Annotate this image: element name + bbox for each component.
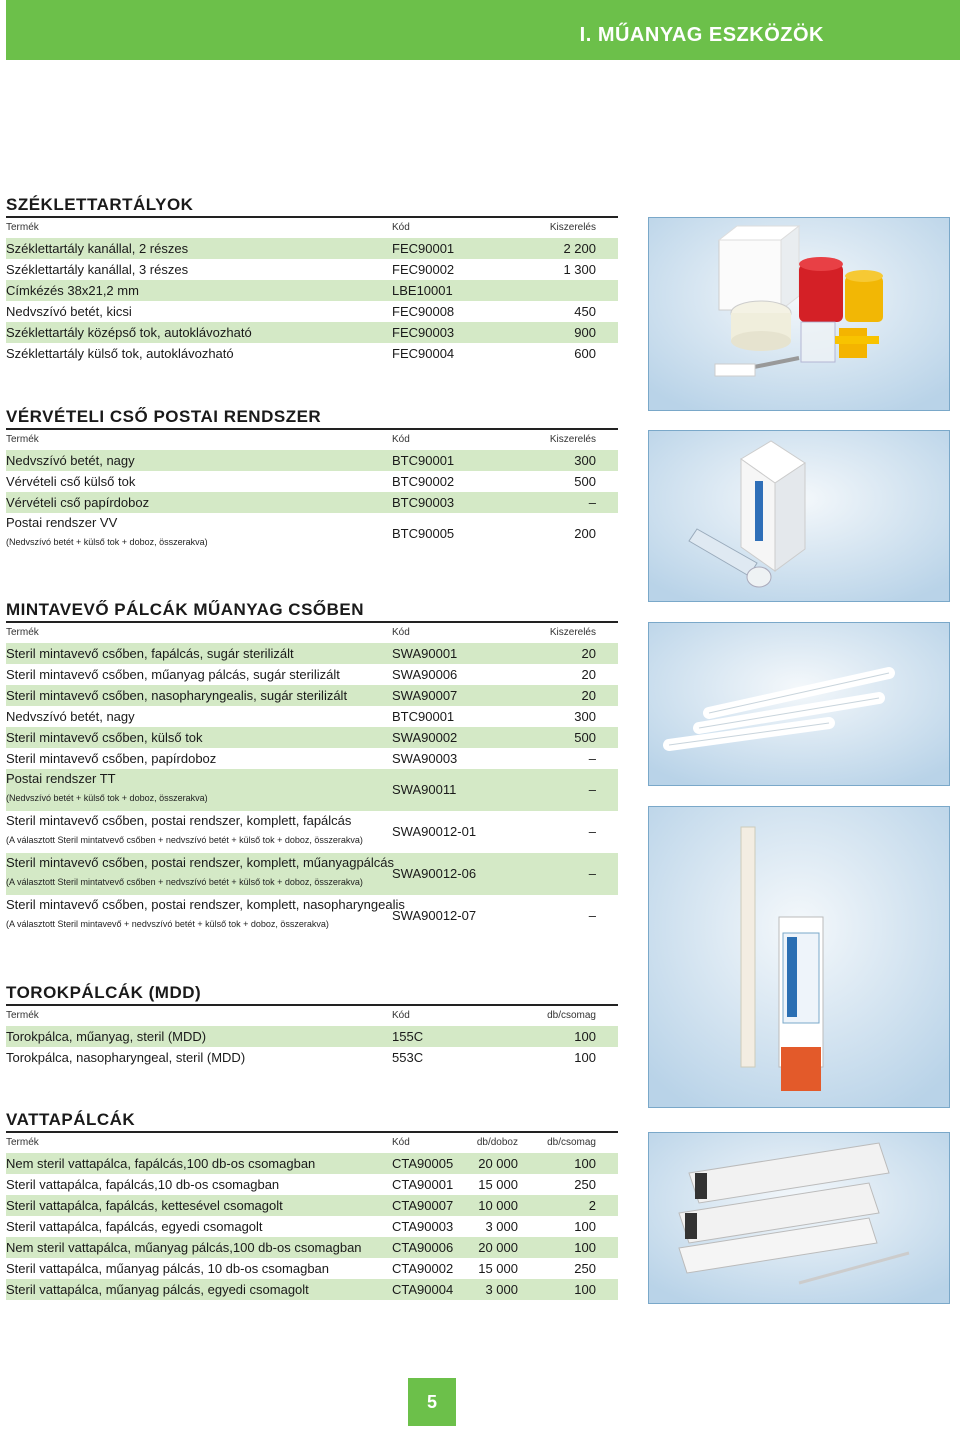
product-qty: 250 [574, 1177, 596, 1192]
section-blood-tube-postal [6, 406, 618, 555]
table-row [6, 238, 618, 259]
table-row [6, 1258, 618, 1279]
product-note: (Nedvszívó betét + külső tok + doboz, összerakva) [6, 537, 208, 547]
col-code: Kód [392, 1137, 410, 1148]
col-code: Kód [392, 222, 410, 233]
product-code: FEC90003 [392, 325, 455, 340]
table-row [6, 664, 618, 685]
page-number: 5 [408, 1378, 456, 1426]
product-code: CTA90002 [392, 1261, 454, 1276]
product-name: Széklettartály középső tok, autoklávozható [6, 325, 252, 340]
table-row [6, 1195, 618, 1216]
product-name: Postai rendszer TT [6, 771, 116, 786]
product-code: BTC90003 [392, 495, 455, 510]
product-name: Steril mintavevő csőben, papírdoboz [6, 751, 217, 766]
col-qty: Kiszerelés [549, 222, 596, 233]
product-name: Széklettartály külső tok, autoklávozható [6, 346, 234, 361]
throat-swab-illustration [649, 807, 949, 1107]
product-qty: 1 300 [563, 262, 596, 277]
product-qty: – [588, 824, 596, 839]
product-qty-box: 20 000 [478, 1156, 518, 1171]
header-title: I. MŰANYAG ESZKÖZÖK [579, 24, 824, 46]
product-qty: 100 [574, 1240, 596, 1255]
product-qty-box: 15 000 [478, 1177, 518, 1192]
product-code: BTC90001 [392, 709, 455, 724]
table-row [6, 727, 618, 748]
product-code: 553C [392, 1050, 424, 1065]
product-name: Steril mintavevő csőben, postai rendszer, komplett, műanyagpálcás [6, 855, 395, 870]
cotton-swabs-illustration [649, 1133, 949, 1303]
product-code: SWA90007 [392, 688, 458, 703]
table-row [6, 748, 618, 769]
column-headers [6, 1006, 618, 1026]
product-note: (Nedvszívó betét + külső tok + doboz, összerakva) [6, 793, 208, 803]
product-code: CTA90001 [392, 1177, 454, 1192]
table-row [6, 450, 618, 471]
col-qty-pack: db/csomag [547, 1137, 596, 1148]
section-title: MINTAVEVŐ PÁLCÁK MŰANYAG CSŐBEN [6, 599, 618, 623]
product-code: SWA90012-01 [392, 824, 477, 839]
product-qty: 250 [574, 1261, 596, 1276]
table-row [6, 853, 618, 895]
throat-swab-photo [648, 806, 950, 1108]
product-name: Steril vattapálca, fapálcás, kettesével csomagolt [6, 1198, 283, 1213]
product-qty: 100 [574, 1219, 596, 1234]
table-row [6, 706, 618, 727]
col-product: Termék [6, 1137, 39, 1148]
table-row [6, 685, 618, 706]
product-name: Postai rendszer VV [6, 515, 118, 530]
table-row [6, 811, 618, 853]
product-name: Címkézés 38x21,2 mm [6, 283, 139, 298]
product-name: Nedvszívó betét, nagy [6, 453, 135, 468]
page-header [6, 0, 960, 60]
product-qty: 100 [574, 1029, 596, 1044]
col-product: Termék [6, 627, 39, 638]
product-qty: 100 [574, 1050, 596, 1065]
section-swabs-in-tube [6, 599, 618, 937]
product-name: Vérvételi cső külső tok [6, 474, 136, 489]
product-code: CTA90005 [392, 1156, 454, 1171]
product-code: SWA90011 [392, 782, 457, 797]
table-row [6, 492, 618, 513]
column-headers [6, 1133, 618, 1153]
section-throat-swabs [6, 982, 618, 1068]
product-code: SWA90012-07 [392, 908, 477, 923]
product-code: BTC90005 [392, 526, 455, 541]
section-title: VÉRVÉTELI CSŐ POSTAI RENDSZER [6, 406, 618, 430]
product-qty: 200 [574, 526, 596, 541]
product-code: SWA90001 [392, 646, 458, 661]
product-code: FEC90004 [392, 346, 455, 361]
table-row [6, 1279, 618, 1300]
col-qty: Kiszerelés [549, 434, 596, 445]
col-qty: db/csomag [547, 1010, 596, 1021]
column-headers [6, 623, 618, 643]
product-qty: 450 [574, 304, 596, 319]
product-name: Steril mintavevő csőben, postai rendszer, komplett, nasopharyngealis [6, 897, 405, 912]
product-qty-box: 10 000 [478, 1198, 518, 1213]
product-code: CTA90003 [392, 1219, 454, 1234]
product-note: (A választott Steril mintatvevő csőben + nedvszívó betét + külső tok + doboz, összerakva) [6, 877, 363, 887]
product-qty-box: 3 000 [485, 1282, 518, 1297]
table-row [6, 769, 618, 811]
col-code: Kód [392, 627, 410, 638]
table-row [6, 1153, 618, 1174]
product-qty-box: 3 000 [485, 1219, 518, 1234]
product-note: (A választott Steril mintavevő + nedvszívó betét + külső tok + doboz, összerakva) [6, 919, 329, 929]
table-row [6, 895, 618, 937]
table-row [6, 1237, 618, 1258]
product-qty: 300 [574, 709, 596, 724]
product-qty: 20 [581, 667, 596, 682]
product-code: SWA90006 [392, 667, 458, 682]
product-code: CTA90004 [392, 1282, 454, 1297]
product-name: Nem steril vattapálca, fapálcás,100 db-os csomagban [6, 1156, 316, 1171]
product-code: CTA90007 [392, 1198, 454, 1213]
blood-tube-postal-photo [648, 430, 950, 602]
product-name: Steril vattapálca, fapálcás,10 db-os csomagban [6, 1177, 280, 1192]
table-row [6, 1047, 618, 1068]
product-qty: 20 [581, 646, 596, 661]
product-name: Nedvszívó betét, nagy [6, 709, 135, 724]
stool-containers-photo [648, 217, 950, 411]
section-stool-containers [6, 194, 618, 364]
product-code: SWA90012-06 [392, 866, 477, 881]
section-title: SZÉKLETTARTÁLYOK [6, 194, 618, 218]
col-code: Kód [392, 1010, 410, 1021]
product-name: Steril mintavevő csőben, külső tok [6, 730, 203, 745]
table-row [6, 471, 618, 492]
product-qty: – [588, 782, 596, 797]
table-row [6, 513, 618, 555]
product-qty: 2 200 [563, 241, 596, 256]
product-name: Torokpálca, műanyag, steril (MDD) [6, 1029, 207, 1044]
product-code: 155C [392, 1029, 424, 1044]
column-headers [6, 430, 618, 450]
swab-tubes-photo [648, 622, 950, 786]
column-headers [6, 218, 618, 238]
table-row [6, 1026, 618, 1047]
product-qty: 100 [574, 1156, 596, 1171]
product-qty: 20 [581, 688, 596, 703]
product-qty: 300 [574, 453, 596, 468]
product-name: Széklettartály kanállal, 2 részes [6, 241, 189, 256]
product-note: (A választott Steril mintatvevő csőben + nedvszívó betét + külső tok + doboz, összerakva) [6, 835, 363, 845]
product-name: Steril vattapálca, műanyag pálcás, 10 db-os csomagban [6, 1261, 330, 1276]
table-row [6, 343, 618, 364]
product-name: Steril vattapálca, műanyag pálcás, egyedi csomagolt [6, 1282, 309, 1297]
product-code: CTA90006 [392, 1240, 454, 1255]
section-cotton-swabs [6, 1109, 618, 1300]
table-row [6, 280, 618, 301]
stool-containers-illustration [649, 218, 949, 410]
col-code: Kód [392, 434, 410, 445]
product-name: Nedvszívó betét, kicsi [6, 304, 132, 319]
product-qty: 500 [574, 730, 596, 745]
product-qty: – [588, 908, 596, 923]
blood-tube-postal-illustration [649, 431, 949, 601]
swab-tubes-illustration [649, 623, 949, 785]
table-row [6, 1174, 618, 1195]
product-code: SWA90002 [392, 730, 458, 745]
table-row [6, 322, 618, 343]
col-qty-box: db/doboz [476, 1137, 518, 1148]
product-code: LBE10001 [392, 283, 453, 298]
product-name: Nem steril vattapálca, műanyag pálcás,100 db-os csomagban [6, 1240, 362, 1255]
product-code: FEC90008 [392, 304, 455, 319]
product-code: BTC90001 [392, 453, 455, 468]
product-qty: 500 [574, 474, 596, 489]
product-code: SWA90003 [392, 751, 458, 766]
product-name: Steril mintavevő csőben, fapálcás, sugár sterilizált [6, 646, 294, 661]
product-qty-box: 15 000 [478, 1261, 518, 1276]
product-code: FEC90002 [392, 262, 455, 277]
col-product: Termék [6, 1010, 39, 1021]
product-name: Steril mintavevő csőben, postai rendszer, komplett, fapálcás [6, 813, 352, 828]
col-qty: Kiszerelés [549, 627, 596, 638]
product-code: FEC90001 [392, 241, 455, 256]
product-qty: 2 [588, 1198, 596, 1213]
section-title: VATTAPÁLCÁK [6, 1109, 618, 1133]
col-product: Termék [6, 434, 39, 445]
product-name: Steril mintavevő csőben, műanyag pálcás, sugár sterilizált [6, 667, 340, 682]
table-row [6, 643, 618, 664]
product-name: Steril mintavevő csőben, nasopharyngealis, sugár sterilizált [6, 688, 348, 703]
table-row [6, 1216, 618, 1237]
product-qty-box: 20 000 [478, 1240, 518, 1255]
product-name: Vérvételi cső papírdoboz [6, 495, 150, 510]
product-qty: 600 [574, 346, 596, 361]
product-qty: 100 [574, 1282, 596, 1297]
product-qty: – [588, 866, 596, 881]
section-title: TOROKPÁLCÁK (MDD) [6, 982, 618, 1006]
product-name: Steril vattapálca, fapálcás, egyedi csomagolt [6, 1219, 263, 1234]
cotton-swabs-photo [648, 1132, 950, 1304]
product-code: BTC90002 [392, 474, 455, 489]
product-qty: – [588, 751, 596, 766]
table-row [6, 259, 618, 280]
product-qty: – [588, 495, 596, 510]
col-product: Termék [6, 222, 39, 233]
product-name: Széklettartály kanállal, 3 részes [6, 262, 189, 277]
product-name: Torokpálca, nasopharyngeal, steril (MDD) [6, 1050, 246, 1065]
product-qty: 900 [574, 325, 596, 340]
table-row [6, 301, 618, 322]
